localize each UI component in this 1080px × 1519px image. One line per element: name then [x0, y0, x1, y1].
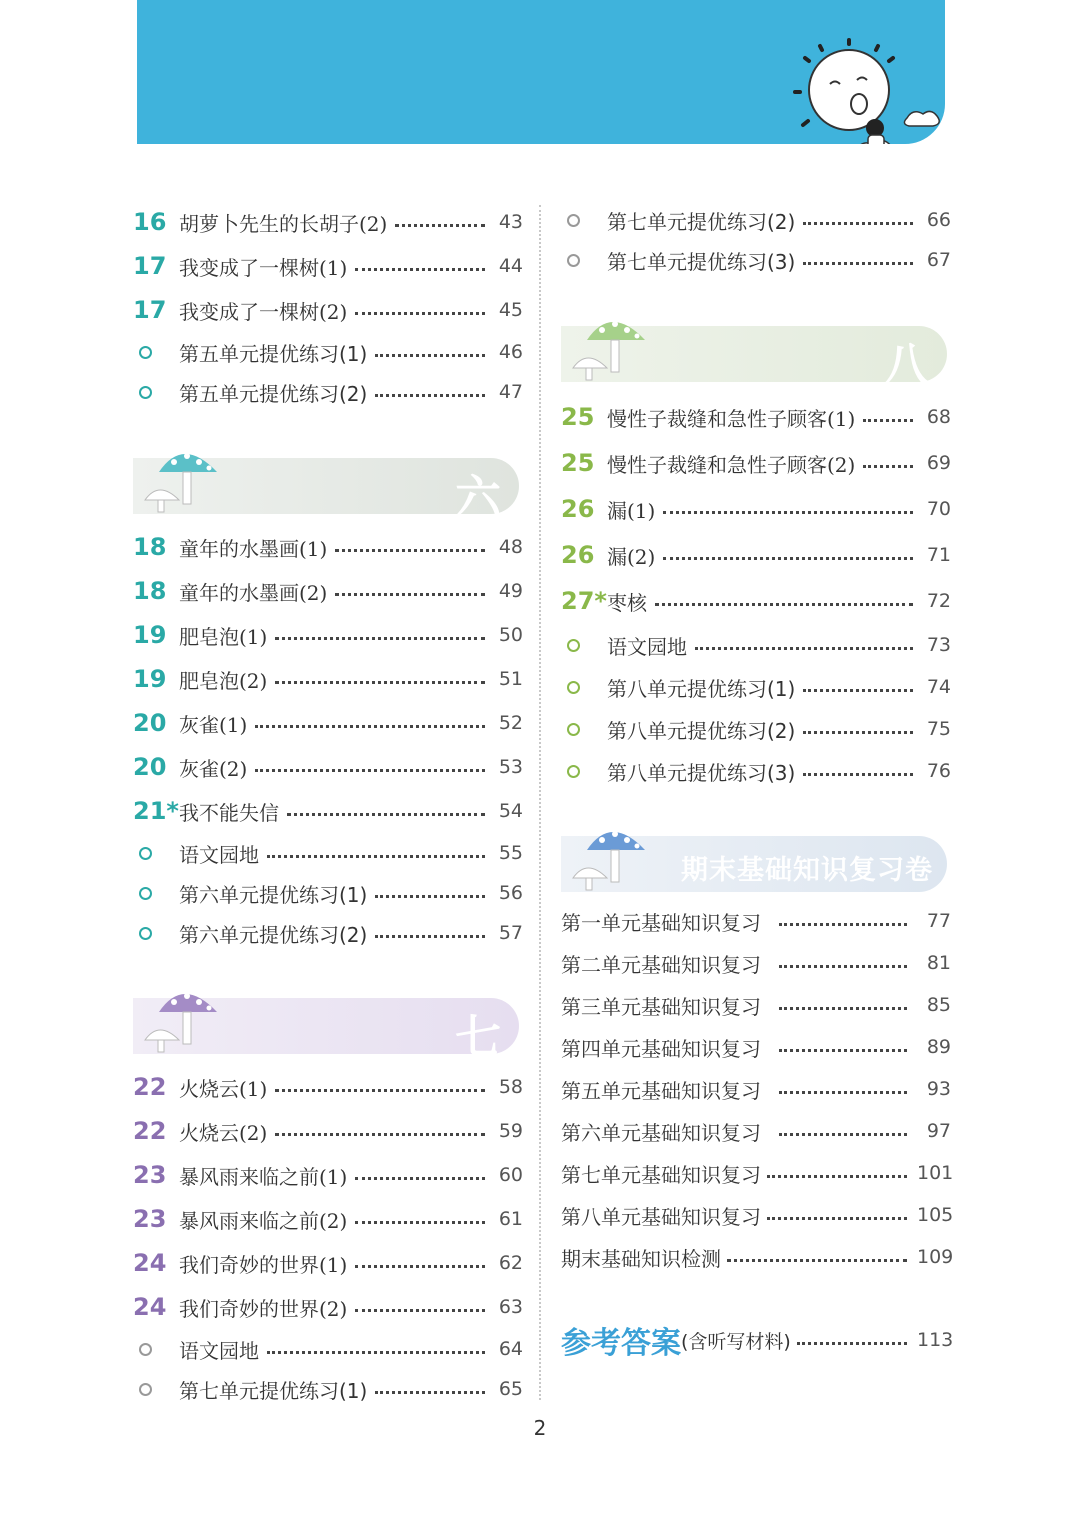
circle-bullet-icon: [133, 887, 179, 900]
leader-dots: [375, 935, 485, 938]
leader-dots: [767, 1217, 907, 1220]
lesson-number: 19: [133, 665, 167, 693]
toc-entry[interactable]: [561, 446, 951, 480]
toc-entry[interactable]: [133, 1372, 523, 1406]
lesson-number: 24: [133, 1293, 167, 1321]
entry-title: 我变成了一棵树(1): [179, 255, 348, 280]
leader-dots: [779, 965, 907, 968]
entry-title: 漏(1): [607, 498, 656, 523]
circle-bullet-icon: [133, 927, 179, 940]
circle-bullet-icon: [133, 1343, 179, 1356]
entry-title: 童年的水墨画(1): [179, 536, 328, 561]
answer-key-title: 参考答案: [561, 1326, 681, 1361]
leader-dots: [779, 1133, 907, 1136]
leader-dots: [375, 895, 485, 898]
page-footer-number: 2: [533, 1416, 547, 1440]
circle-bullet-icon: [561, 639, 607, 652]
entry-title: 第六单元基础知识复习: [561, 1120, 761, 1145]
mushroom-icon: [567, 306, 657, 382]
entry-title: 胡萝卜先生的长胡子(2): [179, 211, 388, 236]
entry-title: 我们奇妙的世界(1): [179, 1252, 348, 1277]
toc-entry[interactable]: [561, 492, 951, 526]
circle-bullet-icon: [133, 847, 179, 860]
page-number: 72: [926, 590, 951, 612]
entry-title: 漏(2): [607, 544, 656, 569]
section-label: 期末基础知识复习卷: [681, 855, 933, 886]
leader-dots: [355, 1309, 485, 1312]
entry-title: 第四单元基础知识复习: [561, 1036, 761, 1061]
leader-dots: [275, 637, 485, 640]
leader-dots: [267, 1351, 485, 1354]
page-number: 77: [926, 910, 951, 932]
lesson-number: 22: [133, 1117, 167, 1145]
toc-entry[interactable]: [133, 706, 523, 740]
page-number: 69: [926, 452, 951, 474]
toc-entry[interactable]: [133, 1114, 523, 1148]
entry-title: 枣核: [607, 590, 647, 615]
entry-title: 语文园地: [179, 842, 259, 867]
entry-title: 第二单元基础知识复习: [561, 952, 761, 977]
entry-title: 肥皂泡(1): [179, 624, 268, 649]
lesson-number: 22: [133, 1073, 167, 1101]
circle-bullet-icon: [133, 346, 179, 359]
page-number: 109: [917, 1246, 954, 1268]
page-number: 76: [926, 760, 951, 782]
section-header-eight: [561, 326, 951, 392]
entry-title: 火烧云(2): [179, 1120, 268, 1145]
leader-dots: [863, 465, 913, 468]
page-number: 51: [498, 668, 523, 690]
sun-with-child-illustration: [725, 0, 945, 144]
toc-entry[interactable]: [133, 1246, 523, 1280]
page-number: 64: [498, 1338, 523, 1360]
toc-entry[interactable]: [561, 712, 951, 746]
entry-title: 暴风雨来临之前(2): [179, 1208, 348, 1233]
section-header-six: [133, 458, 523, 524]
mushroom-icon: [567, 816, 657, 892]
column-divider: [539, 205, 541, 1400]
page-number: 105: [917, 1204, 954, 1226]
leader-dots: [275, 1133, 485, 1136]
toc-entry[interactable]: [133, 530, 523, 564]
toc-entry[interactable]: [561, 584, 951, 618]
leader-dots: [355, 268, 485, 271]
toc-entry[interactable]: [561, 538, 951, 572]
page-number: 60: [498, 1164, 523, 1186]
lesson-number: 24: [133, 1249, 167, 1277]
entry-title: 第八单元提优练习(3): [607, 760, 796, 785]
lesson-number: 18: [133, 533, 167, 561]
page-number: 43: [498, 211, 523, 233]
leader-dots: [863, 419, 913, 422]
toc-entry[interactable]: [133, 1290, 523, 1324]
answer-key-subtitle: (含听写材料): [681, 1330, 791, 1353]
toc-entry[interactable]: [561, 1114, 951, 1148]
lesson-number: 20: [133, 709, 167, 737]
page-number: 50: [498, 624, 523, 646]
toc-entry[interactable]: [561, 754, 951, 788]
toc-entry[interactable]: [133, 293, 523, 327]
leader-dots: [355, 1265, 485, 1268]
leader-dots: [779, 1007, 907, 1010]
page-number: 52: [498, 712, 523, 734]
entry-title: 火烧云(1): [179, 1076, 268, 1101]
entry-title: 第七单元提优练习(3): [607, 249, 796, 274]
entry-title: 语文园地: [179, 1338, 259, 1363]
toc-entry[interactable]: [133, 1202, 523, 1236]
lesson-number: 27*: [561, 587, 607, 615]
lesson-number: 16: [133, 208, 167, 236]
leader-dots: [395, 224, 485, 227]
leader-dots: [803, 689, 913, 692]
leader-dots: [375, 394, 485, 397]
entry-title: 我变成了一棵树(2): [179, 299, 348, 324]
page-number: 58: [498, 1076, 523, 1098]
page-number: 49: [498, 580, 523, 602]
circle-bullet-icon: [561, 765, 607, 778]
section-label: 六: [455, 470, 501, 524]
leader-dots: [803, 222, 913, 225]
toc-entry[interactable]: [561, 904, 951, 938]
toc-entry[interactable]: [133, 916, 523, 950]
leader-dots: [779, 923, 907, 926]
leader-dots: [335, 593, 485, 596]
page-number: 89: [926, 1036, 951, 1058]
toc-entry[interactable]: [133, 335, 523, 369]
page-number: 57: [498, 922, 523, 944]
section-header-seven: [133, 998, 523, 1064]
toc-entry[interactable]: [561, 988, 951, 1022]
page-number: 62: [498, 1252, 523, 1274]
leader-dots: [803, 773, 913, 776]
lesson-number: 25: [561, 403, 595, 431]
leader-dots: [255, 725, 485, 728]
entry-title: 第五单元提优练习(2): [179, 381, 368, 406]
page-number: 113: [917, 1329, 954, 1351]
toc-entry[interactable]: [561, 628, 951, 662]
lesson-number: 25: [561, 449, 595, 477]
page-number: 44: [498, 255, 523, 277]
circle-bullet-icon: [561, 214, 607, 227]
leader-dots: [255, 769, 485, 772]
entry-title: 肥皂泡(2): [179, 668, 268, 693]
toc-entry[interactable]: [133, 574, 523, 608]
entry-title: 灰雀(1): [179, 712, 248, 737]
mushroom-icon: [139, 438, 229, 514]
entry-title: 暴风雨来临之前(1): [179, 1164, 348, 1189]
leader-dots: [375, 354, 485, 357]
leader-dots: [275, 1089, 485, 1092]
leader-dots: [355, 1177, 485, 1180]
toc-entry[interactable]: [561, 400, 951, 434]
leader-dots: [803, 731, 913, 734]
page-number: 47: [498, 381, 523, 403]
lesson-number: 17: [133, 296, 167, 324]
leader-dots: [779, 1091, 907, 1094]
entry-title: 第五单元基础知识复习: [561, 1078, 761, 1103]
leader-dots: [663, 511, 913, 514]
lesson-number: 26: [561, 495, 595, 523]
answer-key-entry[interactable]: [561, 1318, 954, 1362]
circle-bullet-icon: [133, 386, 179, 399]
section-header-final-review: [561, 836, 951, 892]
page-number: 65: [498, 1378, 523, 1400]
toc-entry[interactable]: [561, 1030, 951, 1064]
page-number: 56: [498, 882, 523, 904]
toc-entry[interactable]: [561, 1240, 954, 1274]
page-number: 46: [498, 341, 523, 363]
page-number: 66: [926, 209, 951, 231]
page-number: 55: [498, 842, 523, 864]
leader-dots: [275, 681, 485, 684]
toc-entry[interactable]: [133, 1070, 523, 1104]
toc-entry[interactable]: [561, 203, 951, 237]
page-number: 97: [926, 1120, 951, 1142]
entry-title: 期末基础知识检测: [561, 1246, 721, 1271]
page-number: 73: [926, 634, 951, 656]
leader-dots: [355, 1221, 485, 1224]
toc-entry[interactable]: [561, 1198, 954, 1232]
toc-entry[interactable]: [561, 946, 951, 980]
page-number: 61: [498, 1208, 523, 1230]
toc-entry[interactable]: [133, 1158, 523, 1192]
entry-title: 慢性子裁缝和急性子顾客(1): [607, 406, 856, 431]
entry-title: 我们奇妙的世界(2): [179, 1296, 348, 1321]
entry-title: 第七单元基础知识复习: [561, 1162, 761, 1187]
toc-entry[interactable]: [133, 1332, 523, 1366]
page-number: 53: [498, 756, 523, 778]
entry-title: 第六单元提优练习(1): [179, 882, 368, 907]
toc-entry[interactable]: [133, 662, 523, 696]
leader-dots: [335, 549, 485, 552]
lesson-number: 19: [133, 621, 167, 649]
page-number: 48: [498, 536, 523, 558]
section-label: 七: [455, 1010, 501, 1064]
entry-title: 第六单元提优练习(2): [179, 922, 368, 947]
toc-entry[interactable]: [133, 618, 523, 652]
section-label: 八: [883, 338, 929, 392]
toc-entry[interactable]: [133, 836, 523, 870]
leader-dots: [727, 1259, 907, 1262]
entry-title: 童年的水墨画(2): [179, 580, 328, 605]
page-number: 75: [926, 718, 951, 740]
entry-title: 第五单元提优练习(1): [179, 341, 368, 366]
page-number: 45: [498, 299, 523, 321]
circle-bullet-icon: [133, 1383, 179, 1396]
page-number: 54: [498, 800, 523, 822]
toc-entry[interactable]: [133, 876, 523, 910]
leader-dots: [287, 813, 485, 816]
toc-entry[interactable]: [561, 243, 951, 277]
lesson-number: 21*: [133, 797, 179, 825]
toc-entry[interactable]: [133, 794, 523, 828]
leader-dots: [767, 1175, 907, 1178]
page-number: 67: [926, 249, 951, 271]
lesson-number: 26: [561, 541, 595, 569]
page-number: 68: [926, 406, 951, 428]
page-number: 93: [926, 1078, 951, 1100]
circle-bullet-icon: [561, 254, 607, 267]
page-number: 59: [498, 1120, 523, 1142]
leader-dots: [803, 262, 913, 265]
toc-entry[interactable]: [561, 1072, 951, 1106]
page-number: 81: [926, 952, 951, 974]
entry-title: 第七单元提优练习(1): [179, 1378, 368, 1403]
leader-dots: [779, 1049, 907, 1052]
page-number: 70: [926, 498, 951, 520]
page-number: 85: [926, 994, 951, 1016]
header-banner: [137, 0, 945, 144]
entry-title: 第七单元提优练习(2): [607, 209, 796, 234]
toc-entry[interactable]: [561, 1156, 954, 1190]
entry-title: 语文园地: [607, 634, 687, 659]
page-number: 71: [926, 544, 951, 566]
leader-dots: [655, 603, 913, 606]
toc-entry[interactable]: [561, 670, 951, 704]
lesson-number: 23: [133, 1161, 167, 1189]
entry-title: 第八单元提优练习(1): [607, 676, 796, 701]
entry-title: 第三单元基础知识复习: [561, 994, 761, 1019]
lesson-number: 17: [133, 252, 167, 280]
entry-title: 灰雀(2): [179, 756, 248, 781]
entry-title: 第八单元提优练习(2): [607, 718, 796, 743]
leader-dots: [663, 557, 913, 560]
leader-dots: [695, 647, 913, 650]
entry-title: 慢性子裁缝和急性子顾客(2): [607, 452, 856, 477]
entry-title: 第八单元基础知识复习: [561, 1204, 761, 1229]
lesson-number: 18: [133, 577, 167, 605]
leader-dots: [267, 855, 485, 858]
toc-entry[interactable]: [133, 205, 523, 239]
entry-title: 我不能失信: [179, 800, 279, 825]
leader-dots: [375, 1391, 485, 1394]
page-number: 63: [498, 1296, 523, 1318]
toc-entry[interactable]: [133, 375, 523, 409]
mushroom-icon: [139, 978, 229, 1054]
toc-entry[interactable]: [133, 750, 523, 784]
lesson-number: 20: [133, 753, 167, 781]
page-number: 74: [926, 676, 951, 698]
lesson-number: 23: [133, 1205, 167, 1233]
leader-dots: [355, 312, 485, 315]
circle-bullet-icon: [561, 681, 607, 694]
entry-title: 第一单元基础知识复习: [561, 910, 761, 935]
toc-entry[interactable]: [133, 249, 523, 283]
page-number: 101: [917, 1162, 954, 1184]
leader-dots: [797, 1342, 907, 1345]
circle-bullet-icon: [561, 723, 607, 736]
